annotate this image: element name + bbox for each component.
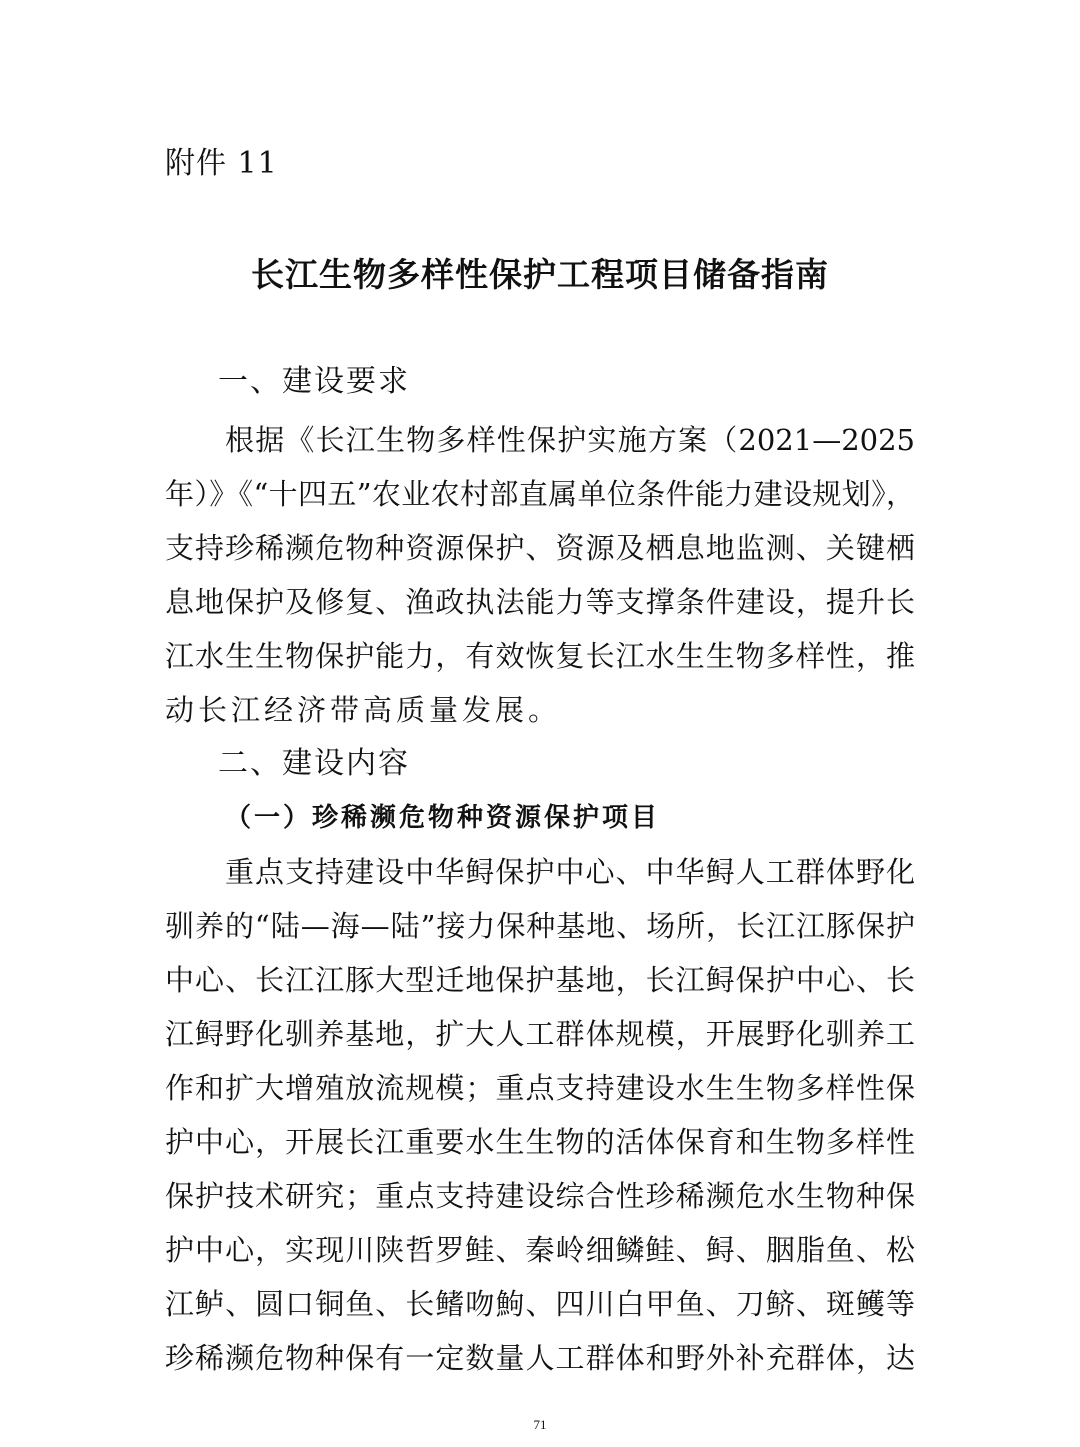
page-number: 71 — [533, 1417, 547, 1432]
paragraph-line: 江鲟野化驯养基地，扩大人工群体规模，开展野化驯养工 — [165, 1017, 915, 1051]
document-title: 长江生物多样性保护工程项目储备指南 — [251, 255, 829, 294]
paragraph-line: 作和扩大增殖放流规模；重点支持建设水生生物多样性保 — [165, 1071, 915, 1105]
paragraph-line: 保护技术研究；重点支持建设综合性珍稀濒危水生物种保 — [165, 1179, 915, 1213]
paragraph-line: 护中心，实现川陕哲罗鲑、秦岭细鳞鲑、鲟、胭脂鱼、松 — [165, 1233, 915, 1267]
paragraph-line: 中心、长江江豚大型迁地保护基地，长江鲟保护中心、长 — [165, 963, 915, 997]
attachment-label: 附件 11 — [165, 146, 278, 181]
paragraph-line: 根据《长江生物多样性保护实施方案（2021—2025 — [225, 423, 915, 457]
paragraph-line: 重点支持建设中华鲟保护中心、中华鲟人工群体野化 — [225, 855, 915, 889]
paragraph-line: 动长江经济带高质量发展。 — [165, 693, 562, 727]
paragraph-line: 息地保护及修复、渔政执法能力等支撑条件建设，提升长 — [165, 585, 915, 619]
section-2-heading: 二、建设内容 — [218, 746, 410, 781]
subsection-heading: （一）珍稀濒危物种资源保护项目 — [225, 803, 661, 833]
paragraph-line: 珍稀濒危物种保有一定数量人工群体和野外补充群体，达 — [165, 1341, 915, 1375]
paragraph-line: 江水生生物保护能力，有效恢复长江水生生物多样性，推 — [165, 639, 915, 673]
paragraph-line: 年）》《“十四五”农业农村部直属单位条件能力建设规划》， — [165, 477, 915, 511]
paragraph-line: 护中心，开展长江重要水生生物的活体保育和生物多样性 — [165, 1125, 915, 1159]
paragraph-line: 支持珍稀濒危物种资源保护、资源及栖息地监测、关键栖 — [165, 531, 915, 565]
paragraph-line: 江鲈、圆口铜鱼、长鳍吻鮈、四川白甲鱼、刀鲚、斑鳠等 — [165, 1287, 915, 1321]
paragraph-line: 驯养的“陆—海—陆”接力保种基地、场所，长江江豚保护 — [165, 909, 915, 943]
section-1-heading: 一、建设要求 — [218, 364, 410, 399]
